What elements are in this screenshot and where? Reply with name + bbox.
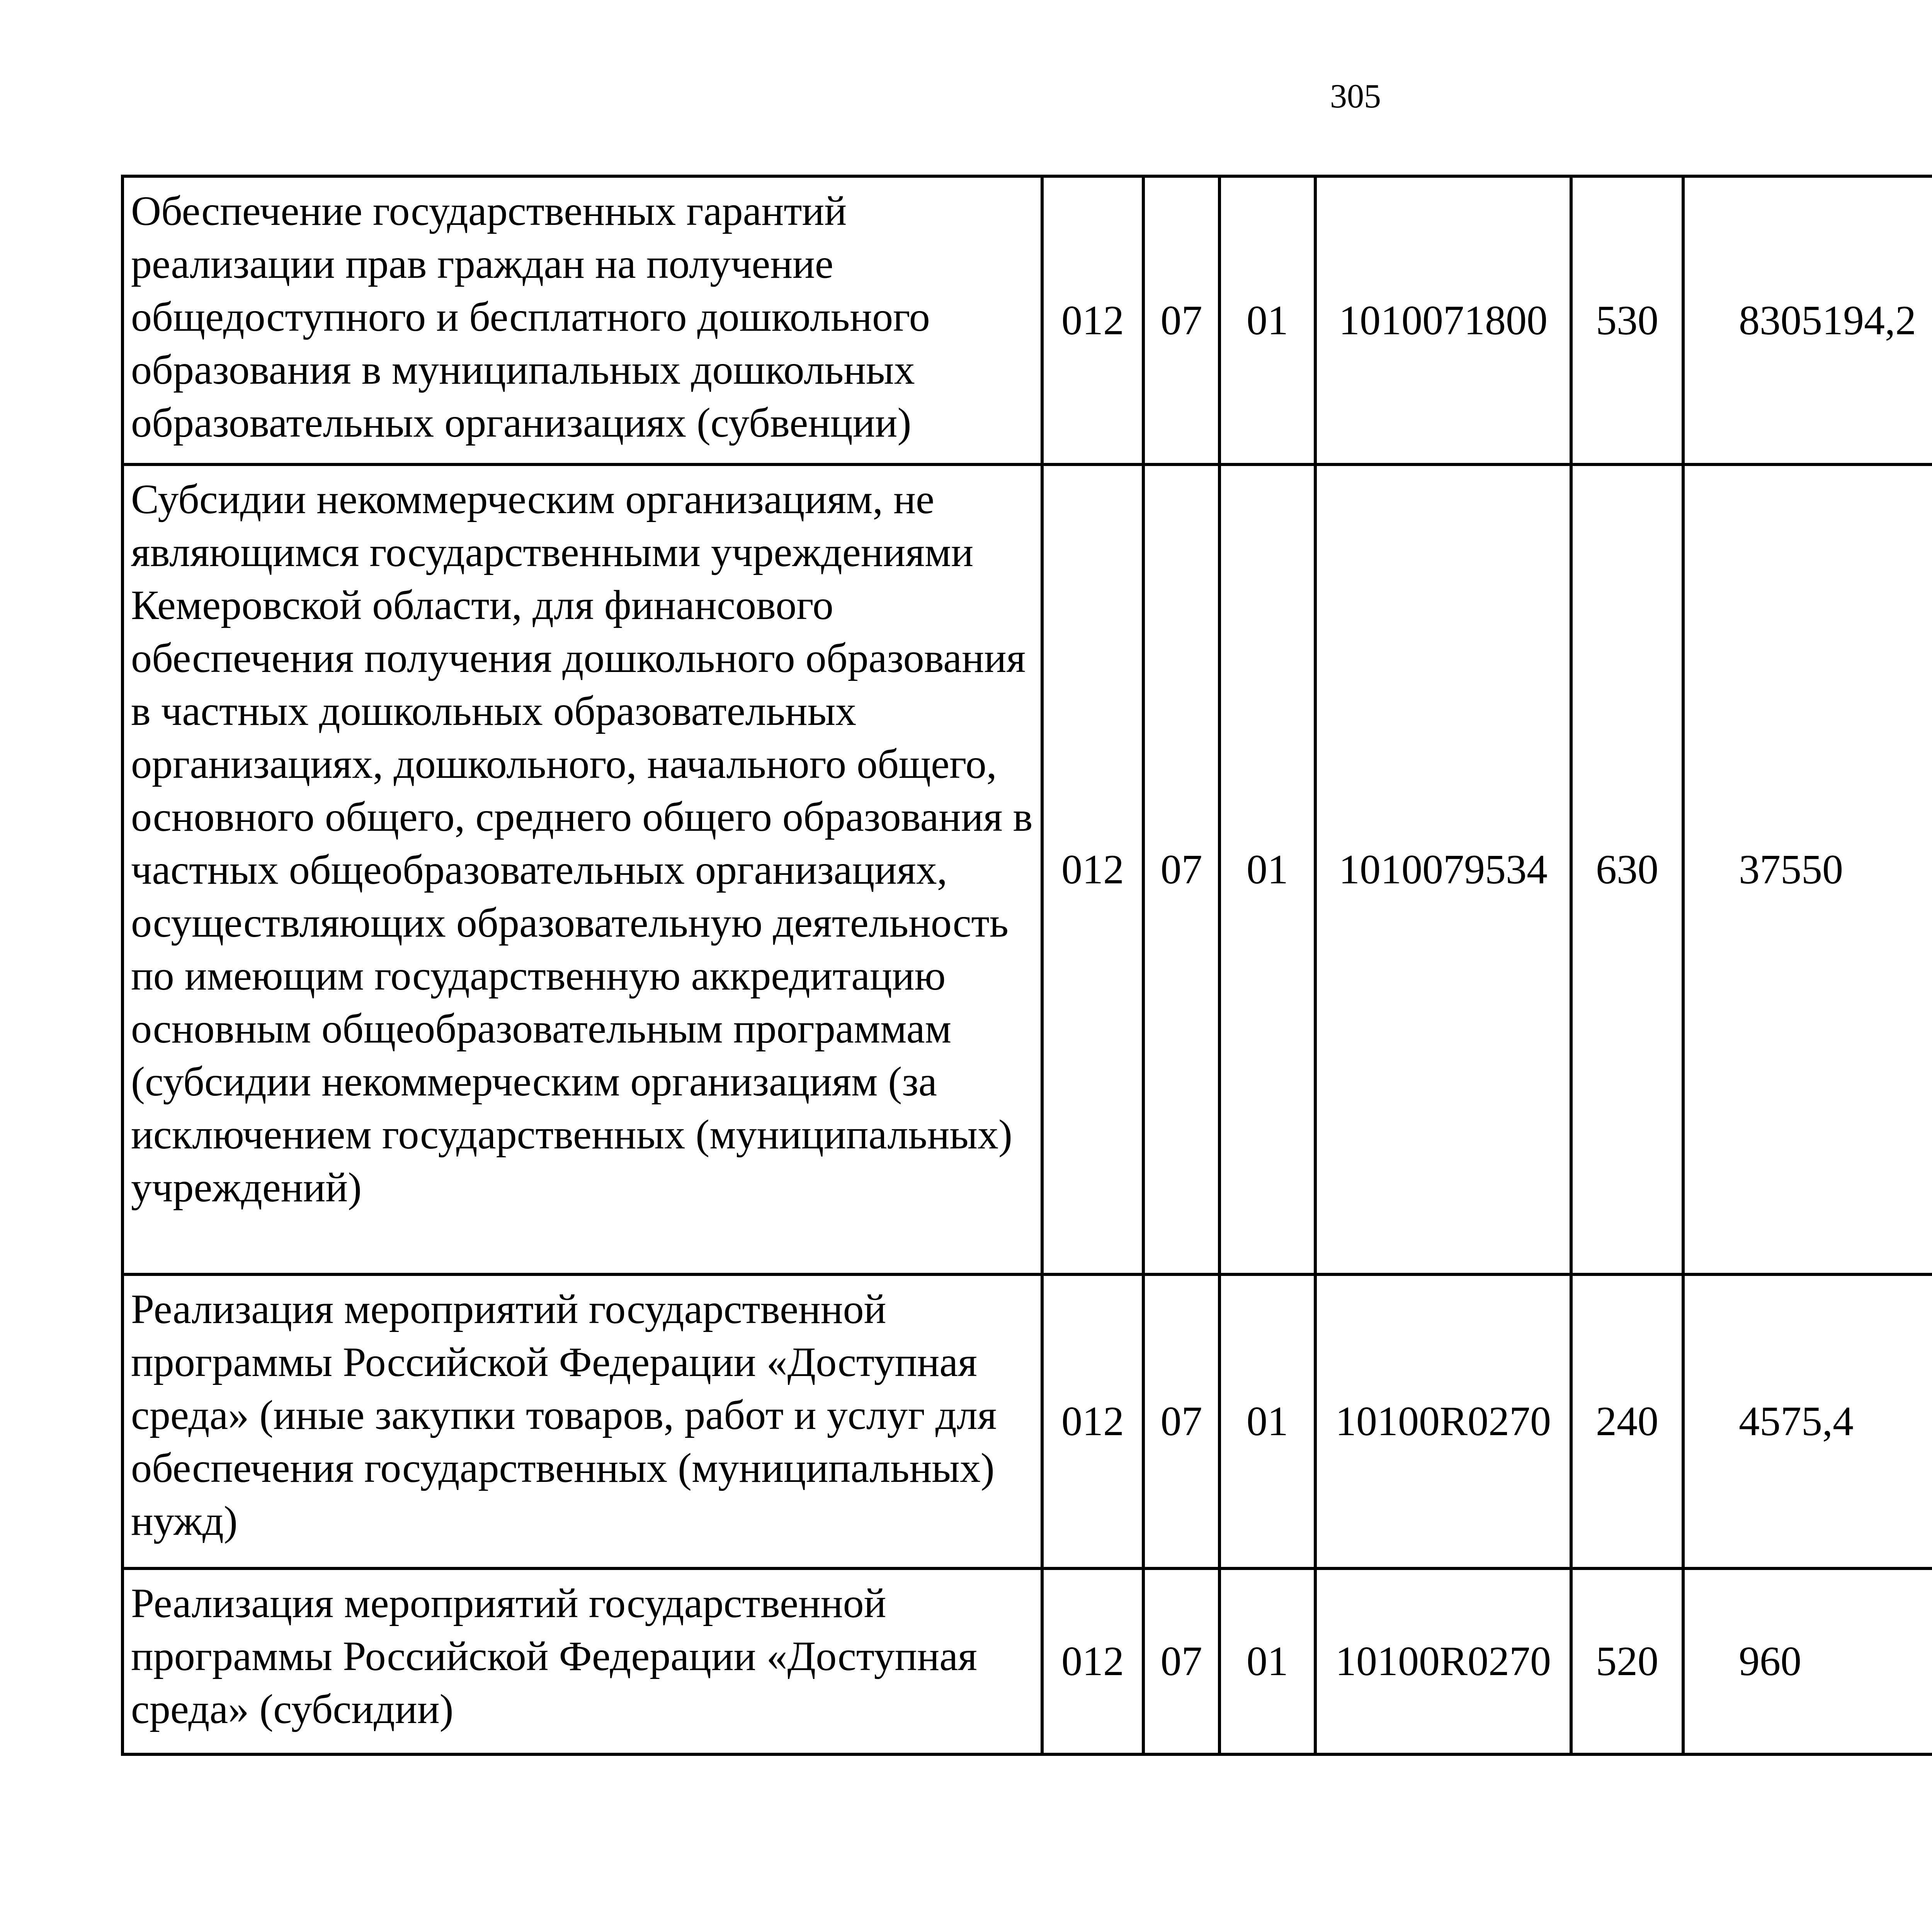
- table-row: [122, 464, 1932, 1274]
- target-article-cell: 10100R0270: [1315, 1274, 1571, 1568]
- subsection-code-cell: 01: [1219, 1274, 1315, 1568]
- expense-type-cell: 520: [1571, 1568, 1683, 1754]
- expense-type-cell: 630: [1571, 464, 1683, 1274]
- target-article-cell: 10100R0270: [1315, 1568, 1571, 1754]
- amount-1-cell: 4575,4: [1683, 1274, 1932, 1568]
- section-code-cell: 07: [1143, 1568, 1219, 1754]
- row-name-cell: Реализация мероприятий государственной программы Российской Федерации «Доступная среда» (иные закупки товаров, работ и услуг для обеспечения государственных (муниципальных) нужд): [122, 1274, 1042, 1568]
- ministry-code-cell: 012: [1042, 464, 1143, 1274]
- target-article-cell: 1010071800: [1315, 176, 1571, 464]
- table-row: [122, 176, 1932, 464]
- budget-table: [121, 175, 1932, 1756]
- page-number: 305: [1330, 78, 1381, 115]
- amount-1-cell: 37550: [1683, 464, 1932, 1274]
- amount-1-cell: 960: [1683, 1568, 1932, 1754]
- ministry-code-cell: 012: [1042, 1568, 1143, 1754]
- subsection-code-cell: 01: [1219, 1568, 1315, 1754]
- section-code-cell: 07: [1143, 176, 1219, 464]
- ministry-code-cell: 012: [1042, 1274, 1143, 1568]
- section-code-cell: 07: [1143, 1274, 1219, 1568]
- section-code-cell: 07: [1143, 464, 1219, 1274]
- target-article-cell: 1010079534: [1315, 464, 1571, 1274]
- subsection-code-cell: 01: [1219, 464, 1315, 1274]
- table-row: [122, 1274, 1932, 1568]
- row-name-cell: Субсидии некоммерческим организациям, не являющимся государственными учреждениями Кемеровской области, для финансового обеспечения получения дошкольного образования в частных дошкольных образовательных организациях, дошкольного, начального общего, основного общего, среднего общего образования в частных общеобразовательных организациях, осуществляющих образовательную деятельность по имеющим государственную аккредитацию основным общеобразовательным программам (субсидии некоммерческим организациям (за исключением государственных (муниципальных) учреждений): [122, 464, 1042, 1274]
- subsection-code-cell: 01: [1219, 176, 1315, 464]
- expense-type-cell: 240: [1571, 1274, 1683, 1568]
- expense-type-cell: 530: [1571, 176, 1683, 464]
- amount-1-cell: 8305194,2: [1683, 176, 1932, 464]
- table-row: [122, 1568, 1932, 1754]
- row-name-cell: Реализация мероприятий государственной программы Российской Федерации «Доступная среда» (субсидии): [122, 1568, 1042, 1754]
- row-name-cell: Обеспечение государственных гарантий реализации прав граждан на получение общедоступного и бесплатного дошкольного образования в муниципальных дошкольных образовательных организациях (субвенции): [122, 176, 1042, 464]
- ministry-code-cell: 012: [1042, 176, 1143, 464]
